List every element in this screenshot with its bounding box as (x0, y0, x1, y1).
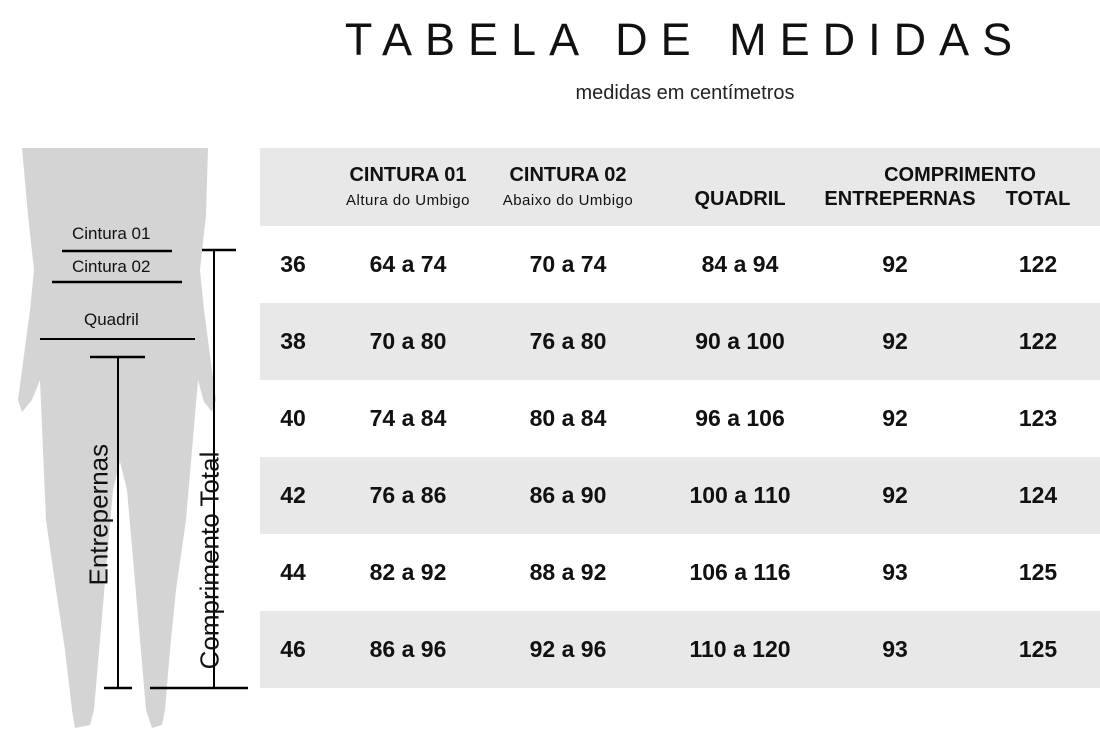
table-row (260, 534, 1100, 611)
cell-quadril: 96 a 106 (695, 405, 785, 431)
cell-total: 122 (1018, 251, 1058, 277)
cell-cintura02: 88 a 92 (529, 559, 607, 585)
cell-entrepernas: 93 (882, 636, 908, 662)
cell-cintura01: 82 a 92 (369, 559, 447, 585)
cell-size: 40 (280, 405, 306, 431)
cell-entrepernas: 93 (882, 559, 908, 585)
page-title: TABELA DE MEDIDAS (344, 14, 1026, 65)
cell-cintura02: 86 a 90 (529, 482, 607, 508)
table-row (260, 457, 1100, 534)
cell-total: 125 (1018, 559, 1058, 585)
header-cintura01-sub: Altura do Umbigo (346, 192, 470, 209)
cell-quadril: 106 a 116 (689, 559, 791, 585)
cell-cintura02: 70 a 74 (529, 251, 607, 277)
header-cintura02-sub: Abaixo do Umbigo (502, 192, 634, 209)
cell-total: 122 (1018, 328, 1058, 354)
header-comprimento: COMPRIMENTO (884, 164, 1036, 186)
cell-size: 42 (280, 482, 306, 508)
size-table (260, 148, 1100, 688)
cell-size: 44 (280, 559, 306, 585)
quadril-label: Quadril (84, 310, 139, 329)
cell-quadril: 110 a 120 (689, 636, 791, 662)
cell-entrepernas: 92 (882, 482, 908, 508)
cell-cintura01: 70 a 80 (369, 328, 447, 354)
body-figure (0, 140, 250, 750)
table-row (260, 303, 1100, 380)
header-cintura01: CINTURA 01 (349, 164, 467, 186)
table-row (260, 380, 1100, 457)
page-subtitle: medidas em centímetros (575, 82, 795, 104)
cell-quadril: 90 a 100 (695, 328, 785, 354)
cell-quadril: 100 a 110 (689, 482, 791, 508)
cell-quadril: 84 a 94 (701, 251, 779, 277)
table-row (260, 226, 1100, 303)
cell-cintura02: 80 a 84 (529, 405, 607, 431)
cell-total: 124 (1018, 482, 1058, 508)
cell-cintura01: 76 a 86 (369, 482, 447, 508)
comprimento-total-label: Comprimento Total (194, 451, 225, 670)
cell-cintura02: 92 a 96 (529, 636, 607, 662)
cell-entrepernas: 92 (882, 251, 908, 277)
header-entrepernas: ENTREPERNAS (824, 188, 976, 210)
header-total: TOTAL (1005, 188, 1071, 210)
cell-total: 125 (1018, 636, 1058, 662)
cintura02-label: Cintura 02 (72, 257, 151, 276)
cell-total: 123 (1018, 405, 1058, 431)
cell-cintura01: 64 a 74 (369, 251, 447, 277)
header-quadril: QUADRIL (694, 188, 786, 210)
cintura01-label: Cintura 01 (72, 224, 151, 243)
cell-entrepernas: 92 (882, 405, 908, 431)
cell-cintura02: 76 a 80 (529, 328, 607, 354)
cell-entrepernas: 92 (882, 328, 908, 354)
cell-size: 46 (280, 636, 306, 662)
table-header (260, 148, 1100, 226)
table-row (260, 611, 1100, 688)
cell-cintura01: 74 a 84 (369, 405, 447, 431)
header-cintura02: CINTURA 02 (509, 164, 627, 186)
entrepernas-label: Entrepernas (83, 443, 114, 586)
cell-size: 36 (280, 251, 306, 277)
cell-cintura01: 86 a 96 (369, 636, 447, 662)
cell-size: 38 (280, 328, 306, 354)
